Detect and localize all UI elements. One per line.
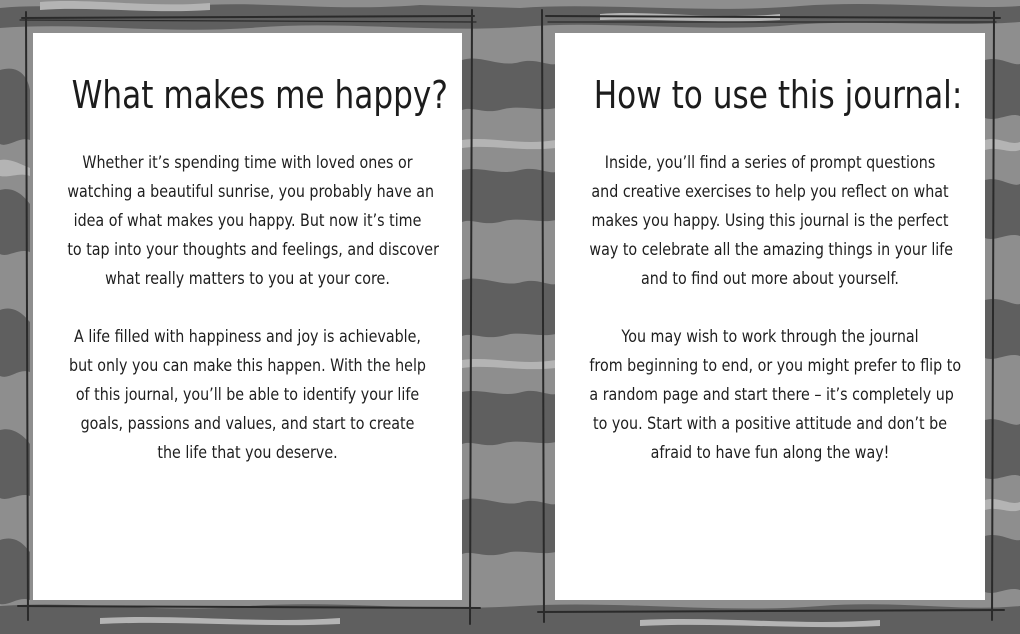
right-page-body bbox=[589, 149, 962, 497]
left-paragraph-1 bbox=[67, 149, 439, 294]
text-line: idea of what makes you happy. But now it’s time bbox=[73, 211, 422, 231]
left-page-body bbox=[67, 149, 439, 497]
text-line: but only you can make this happen. With the help bbox=[69, 356, 426, 376]
text-line: A life filled with happiness and joy is achievable, bbox=[74, 327, 421, 347]
text-line: goals, passions and values, and start to create bbox=[80, 414, 415, 434]
left-page-title: What makes me happy? bbox=[71, 73, 448, 117]
text-line: to you. Start with a positive attitude and don’t be bbox=[592, 414, 948, 434]
text-line: You may wish to work through the journal bbox=[621, 327, 919, 347]
text-line: to tap into your thoughts and feelings, and discover bbox=[67, 240, 439, 260]
text-line: of this journal, you’ll be able to identify your life bbox=[75, 385, 420, 405]
left-journal-page bbox=[33, 33, 462, 600]
text-line: afraid to have fun along the way! bbox=[650, 443, 890, 463]
text-line: and creative exercises to help you reflect on what bbox=[591, 182, 949, 202]
text-line: and to find out more about yourself. bbox=[641, 269, 899, 289]
text-line: a random page and start there – it’s completely up bbox=[589, 385, 954, 405]
text-line: what really matters to you at your core. bbox=[105, 269, 390, 289]
right-journal-page bbox=[555, 33, 985, 600]
text-line: from beginning to end, or you might prefer to flip to bbox=[589, 356, 962, 376]
text-line: Inside, you’ll find a series of prompt questions bbox=[604, 153, 936, 173]
right-paragraph-2 bbox=[589, 323, 962, 468]
right-page-title: How to use this journal: bbox=[593, 73, 963, 117]
text-line: the life that you deserve. bbox=[157, 443, 338, 463]
left-paragraph-2 bbox=[67, 323, 427, 468]
text-line: watching a beautiful sunrise, you probably have an bbox=[67, 182, 435, 202]
text-line: Whether it’s spending time with loved ones or bbox=[82, 153, 413, 173]
right-paragraph-1 bbox=[589, 149, 954, 294]
text-line: makes you happy. Using this journal is the perfect bbox=[591, 211, 949, 231]
text-line: way to celebrate all the amazing things in your life bbox=[589, 240, 954, 260]
